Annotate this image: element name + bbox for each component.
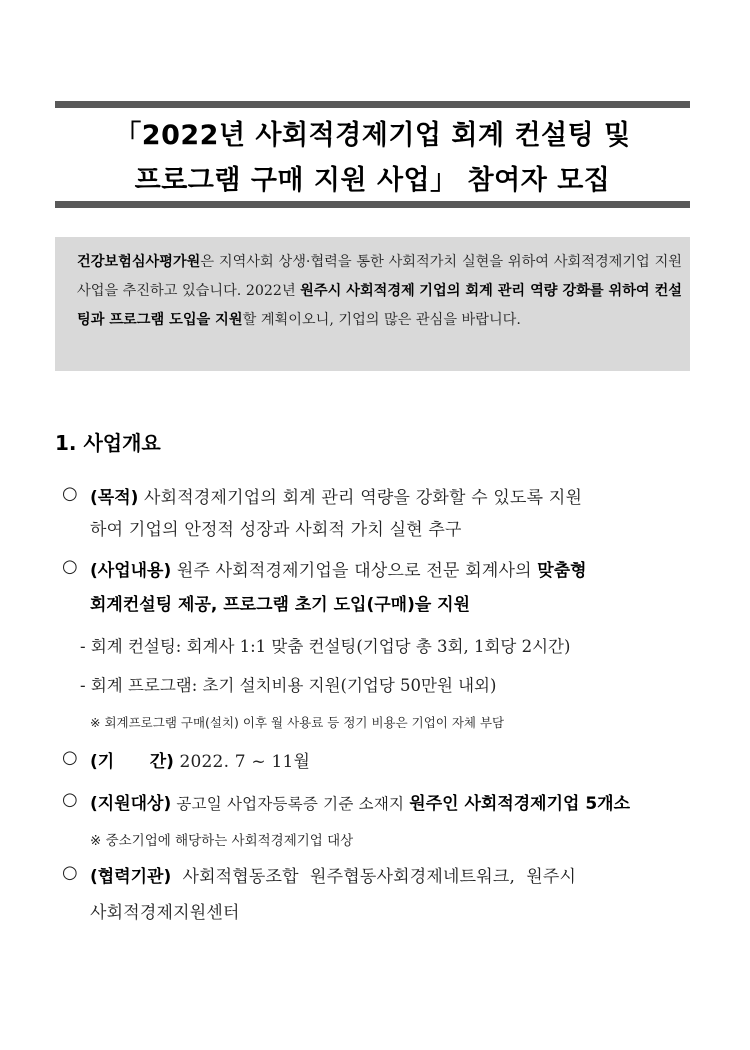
- content-label: (사업내용): [90, 561, 172, 581]
- partner-label: (협력기관): [90, 867, 172, 887]
- partner-text-1: 사회적협동조합 원주협동사회경제네트워크, 원주시: [171, 867, 577, 887]
- bullet-icon: ○: [62, 747, 78, 768]
- intro-text-1: 은 지역사회 상생·협력을 통한 사회적가치 실현을 위하여: [200, 254, 549, 270]
- intro-bold-2: 기업의 회계 관리 역량 강화를 위하여 컨설팅과 프로그램 도입을 지원: [77, 283, 682, 328]
- content-item: [62, 556, 694, 616]
- content-text-1: 원주 사회적경제기업을 대상으로 전문 회계사의: [171, 561, 538, 581]
- purpose-text-2: 하여 기업의 안정적 성장과 사회적 가치 실현 추구: [90, 520, 462, 540]
- title-top-rule: [55, 101, 690, 108]
- purpose-item: [62, 483, 694, 543]
- section-heading: 1. 사업개요: [55, 431, 161, 455]
- intro-text-2: 사회적경제기업 지원 사업을 추진하고 있습니다. 2022년: [77, 254, 682, 299]
- bullet-icon: ○: [62, 483, 78, 504]
- purpose-label: (목적): [90, 488, 139, 508]
- target-note: ※ 중소기업에 해당하는 사회적경제기업 대상: [90, 833, 354, 849]
- target-label: (지원대상): [90, 794, 172, 814]
- bullet-icon: ○: [62, 862, 78, 883]
- purpose-line-1: [90, 483, 582, 508]
- purpose-text-1: 사회적경제기업의 회계 관리 역량을 강화할 수 있도록 지원: [138, 488, 583, 508]
- period-line: [90, 747, 310, 772]
- period-value: 2022. 7 ~ 11월: [173, 752, 311, 772]
- bullet-icon: ○: [62, 789, 78, 810]
- intro-box: [55, 237, 690, 371]
- bullet-icon: ○: [62, 556, 78, 577]
- period-item: [62, 747, 694, 775]
- content-sub-2: - 회계 프로그램: 초기 설치비용 지원(기업당 50만원 내외): [80, 676, 497, 695]
- content-line-2: 회계컨설팅 제공, 프로그램 초기 도입(구매)을 지원: [90, 595, 471, 615]
- partner-text-2: 사회적경제지원센터: [90, 903, 240, 923]
- target-bold: 원주인 사회적경제기업 5개소: [409, 794, 631, 814]
- target-text: 공고일 사업자등록증 기준 소재지: [171, 795, 410, 813]
- content-bold-end: 맞춤형: [537, 561, 587, 581]
- target-line: [90, 789, 630, 814]
- document-title-line-2: 프로그램 구매 지원 사업」 참여자 모집: [134, 165, 611, 196]
- partner-line-1: [90, 862, 576, 887]
- content-note: ※ 회계프로그램 구매(설치) 이후 월 사용료 등 정기 비용은 기업이 자체 부담: [90, 715, 505, 730]
- intro-text-4: 계획이오니, 기업의 많은 관심을 바랍니다.: [260, 312, 521, 328]
- partner-item: [62, 862, 694, 926]
- period-label: (기 간): [90, 752, 174, 772]
- content-sub-1: - 회계 컨설팅: 회계사 1:1 맞춤 컨설팅(기업당 총 3회, 1회당 2시간): [80, 637, 571, 656]
- intro-org: 건강보험심사평가원: [77, 254, 201, 270]
- target-item: [62, 789, 694, 817]
- content-line-1: [90, 556, 587, 581]
- title-bottom-rule: [55, 201, 690, 208]
- document-title-line-1: 「2022년 사회적경제기업 회계 컨설팅 및: [114, 120, 631, 151]
- intro-bold-1: 원주시 사회적경제: [300, 283, 415, 299]
- intro-text-3: 할: [242, 312, 257, 328]
